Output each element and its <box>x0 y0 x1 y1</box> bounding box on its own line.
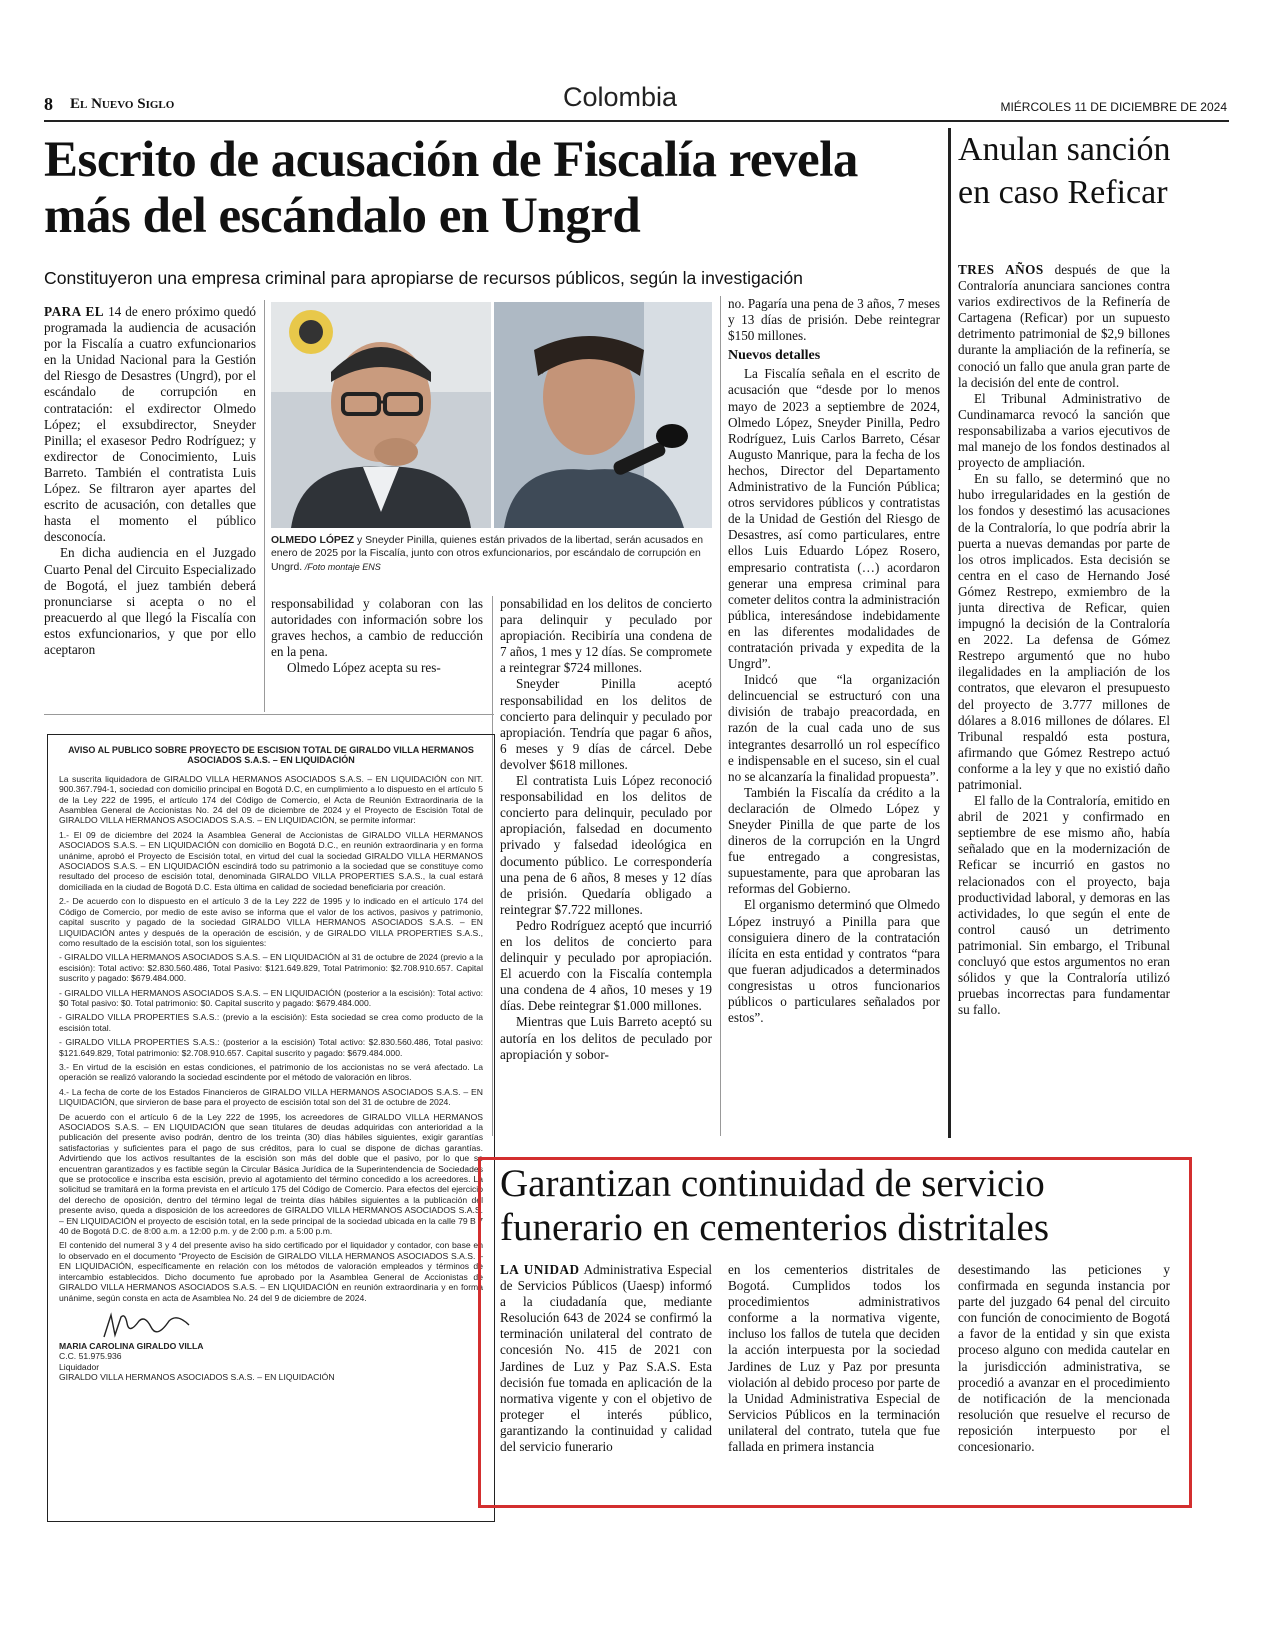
side-headline: Anulan sanción en caso Reficar <box>958 131 1171 211</box>
section-title: Colombia <box>562 82 678 112</box>
horizontal-rule <box>44 714 494 715</box>
signer-name: MARIA CAROLINA GIRALDO VILLA <box>59 1340 204 1351</box>
column-rule <box>264 300 265 712</box>
notice-title: AVISO AL PUBLICO SOBRE PROYECTO DE ESCISION TOTAL DE GIRALDO VILLA HERMANOS ASOCIADOS S.A.S. – EN LIQUIDACIÓN <box>68 745 474 766</box>
side-story-rule <box>948 128 951 1138</box>
main-subheadline: Constituyeron una empresa criminal para apropiarse de recursos públicos, según la investigación <box>44 268 803 288</box>
photo-olmedo-image <box>271 302 491 528</box>
main-headline: Escrito de acusación de Fiscalía revela más del escándalo en Ungrd <box>44 132 858 244</box>
column-rule <box>720 296 721 1136</box>
side-lead: TRES AÑOS <box>958 262 1044 277</box>
signer-company: GIRALDO VILLA HERMANOS ASOCIADOS S.A.S. – EN LIQUIDACIÓN <box>59 1372 335 1383</box>
paper-name: El Nuevo Siglo <box>70 96 175 112</box>
photo-sneyder-image <box>494 302 712 528</box>
main-col-4: no. Pagaría una pena de 3 años, 7 meses y 13 días de prisión. Debe reintegrar $150 millones. Nuevos detalles La Fiscalía señala en el escrito de acusación que “desde por lo menos mayo de 2023 a septiembre de 2024, Olmedo López, Sneyder Pinilla, Pedro Rodríguez, Luis Carlos Barreto, César Augusto Manrique, para la fecha de los hechos, Director del Departamento Administrativo de la Función Pública; otros servidores públicos y contratistas de la Unidad de Gestión del Riesgo de Desastres, así como particulares, entre ellos Luis Eduardo López Rosero, empresario contratista (…) acordaron generar una empresa criminal para cometer delitos contra la administración pública, interesándose indebidamente en las diferentes modalidades de contratación privada y expedita de la Ungrd”. Inidcó que “la organización delincuencial se estructuró con una división de trabajo preacordada, en razón de la cual cada uno de sus integrantes desarrolló un rol específico e indispensable en el suceso, sin el cual no se alcanzaría la finalidad propuesta”. También la Fiscalía da crédito a la declaración de Olmedo López y Sneyder Pinilla de que parte de los dineros de la corrupción en la Ungrd fue entregado a congresistas, supuestamente, para que aprobaran las reformas del Gobierno. El organismo determinó que Olmedo López instruyó a Pinilla para que consiguiera dinero de la contratación ilícita en esta entidad y contratos “para que fueran adjudicados a determinados congresistas u otros funcionarios públicos o particulares señalados por estos”. <box>728 296 940 1026</box>
main-col-1: PARA EL 14 de enero próximo quedó programada la audiencia de acusación por la Fiscalía a cuatro exfuncionarios en la Unidad Nacional para la Gestión del Riesgo de Desastres (Ungrd), por el escándalo de corrupción en contratación: el exdirector Olmedo López; el exsubdirector, Sneyder Pinilla; el exasesor Pedro Rodríguez; y exdirector de Conocimiento, Luis Barreto. También el contratista Luis López. Se filtraron ayer apartes del escrito de acusación, con detalles que hasta el momento el público desconocía. En dicha audiencia en el Juzgado Cuarto Penal del Circuito Especializado de Bogotá, el juez también deberá pronunciarse si acepta o no el preacuerdo al que llegó la Fiscalía con estos exfuncionarios, y que por ello aceptaron <box>44 304 256 657</box>
photo-sneyder-pinilla <box>494 302 712 528</box>
signer-id: C.C. 51.975.936 <box>59 1351 122 1362</box>
box-col-2: en los cementerios distritales de Bogotá. Cumplidos todos los procedimientos administrativos conforme a la normativa vigente, incluso los fallos de tutela que deciden la acción interpuesta por la sociedad Jardines de Luz y Paz por presunta violación al debido proceso por parte de la Unidad Administrativa Especial de Servicios Públicos en la terminación unilateral del contrato, tutela que fue fallada en primera instancia <box>728 1262 940 1455</box>
box-col-1: LA UNIDAD Administrativa Especial de Servicios Públicos (Uaesp) informó a la ciudadanía que, mediante Resolución 643 de 2024 se confirmó la terminación unilateral del contrato de concesión No. 415 de 2021 con Jardines de Luz y Paz S.A.S. Esta decisión fue tomada en aplicación de la normativa vigente y con el objetivo de proteger el interés público, garantizando la continuidad y calidad del servicio funerario <box>500 1262 712 1455</box>
subhead-nuevos-detalles: Nuevos detalles <box>728 348 821 364</box>
page-date: MIÉRCOLES 11 DE DICIEMBRE DE 2024 <box>1000 100 1227 114</box>
page-number: 8 <box>44 94 53 114</box>
photo-olmedo-lopez <box>271 302 491 528</box>
main-lead: PARA EL <box>44 304 105 319</box>
main-col-3: ponsabilidad en los delitos de concierto para delinquir y peculado por apropiación. Recibiría una condena de 7 años, 1 mes y 12 días. Se compromete a reintegrar $724 millones. Sneyder Pinilla aceptó responsabilidad en los delitos de concierto para delinquir y peculado por apropiación. Tendría que pagar 6 años, 6 meses y 9 días de cárcel. Debe devolver $618 millones. El contratista Luis López reconoció responsabilidad en los delitos de concierto para delinquir, peculado por apropiación, falsedad en documento privado y falsedad ideológica en documento público. Le correspondería una pena de 6 años, 8 meses y 12 días de prisión. Quedaría obligado a reintegrar $7.722 millones. Pedro Rodríguez aceptó que incurrió en los delitos de concierto para delinquir y peculado por apropiación. El acuerdo con la Fiscalía contempla una condena de 4 años, 10 meses y 19 días. Debe reintegrar $1.000 millones. Mientras que Luis Barreto aceptó su autoría en los delitos de peculado por apropiación y sobor- <box>500 596 712 1062</box>
legal-notice: AVISO AL PUBLICO SOBRE PROYECTO DE ESCISION TOTAL DE GIRALDO VILLA HERMANOS ASOCIADOS S.A.S. – EN LIQUIDACIÓN La suscrita liquidadora de GIRALDO VILLA HERMANOS ASOCIADOS S.A.S. – EN LIQUIDACIÓN con NIT. 900.367.794-1, sociedad con domicilio principal en Bogotá D.C, en cumplimiento a lo dispuesto en el artículo 5 de la Ley 222 de 1995, el artículo 174 del Código de Comercio, el Acta de Reunión Extraordinaria de la Asamblea General de Accionistas No. 24 del 09 de diciembre de 2024 y el Proyecto de Escisión Total de GIRALDO VILLA HERMANOS ASOCIADOS S.A.S. – EN LIQUIDACIÓN, se permite informar: 1.- El 09 de diciembre del 2024 la Asamblea General de Accionistas de GIRALDO VILLA HERMANOS ASOCIADOS S.A.S. – EN LIQUIDACIÓN con domicilio en Bogotá D.C., en reunión extraordinaria y en forma unánime, aprobó el Proyecto de Escisión total, en virtud del cual la sociedad GIRALDO VILLA HERMANOS ASOCIADOS S.A.S. – EN LIQUIDACIÓN escindirá todo su patrimonio a la sociedad que se constituye como resultado del proceso de escisión total, denominada GIRALDO VILLA PROPERTIES S.A.S., la cual estará domiciliada en la ciudad de Bogotá D.C. Esta última en calidad de sociedad beneficiaria por creación. 2.- De acuerdo con lo dispuesto en el artículo 3 de la Ley 222 de 1995 y lo indicado en el artículo 174 del Código de Comercio, por medio de este aviso se informa que el valor de los activos, pasivos y patrimonio, capital suscrito y pagado de la sociedad GIRALDO VILLA HERMANOS ASOCIADOS S.A.S. – EN LIQUIDACIÓN antes y después de la operación de escisión, y de GIRALDO VILLA PROPERTIES S.A.S., como resultado de la escisión total, son los siguientes: - GIRALDO VILLA HERMANOS ASOCIADOS S.A.S. – EN LIQUIDACIÓN al 31 de octubre de 2024 (previo a la escisión): Total activo: $2.830.560.486, Total Pasivo: $121.649.829, Total Patrimonio: $2.708.910.657. Capital suscrito y pagado: $679.484.000. - GIRALDO VILLA HERMANOS ASOCIADOS S.A.S. – EN LIQUIDACIÓN (posterior a la escisión): Total activo: $0 Total pasivo: $0. Total patrimonio: $0. Capital suscrito y pagado: $679.484.000. - GIRALDO VILLA PROPERTIES S.A.S.: (previo a la escisión): Esta sociedad se crea como producto de la escisión total. - GIRALDO VILLA PROPERTIES S.A.S.: (posterior a la escisión) Total activo: $2.830.560.486, Total pasivo: $121.649.829, Total patrimonio: $2.708.910.657. Capital suscrito y pagado: $679.484.000. 3.- En virtud de la escisión en estas condiciones, el patrimonio de los accionistas no se verá afectado. La operación se realizó valorando la sociedad escindente por el método de valoración en libros. 4.- La fecha de corte de los Estados Financieros de GIRALDO VILLA HERMANOS ASOCIADOS S.A.S. – EN LIQUIDACIÓN, que sirvieron de base para el proyecto de escisión total son del 31 de octubre de 2024. De acuerdo con el artículo 6 de la Ley 222 de 1995, los acreedores de GIRALDO VILLA HERMANOS ASOCIADOS S.A.S. – EN LIQUIDACIÓN que sean titulares de deudas adquiridas con anterioridad a la publicación del presente aviso podrán, dentro de los treinta (30) días hábiles siguientes, exigir garantías satisfactorias y suficientes para el pago de sus créditos, para lo cual se dispone de dichas garantías. Advirtiendo que los activos resultantes de la escisión son más del doble que el pasivo, por lo que se encuentran garantizados y es factible según la Circular Básica Jurídica de la Superintendencia de Sociedades que se protocolice e inscriba esta escisión, previo al agotamiento del término concedido a los acreedores. La solicitud se tramitará en la forma prevista en el artículo 175 del Código de Comercio. Para efectos del ejercicio del derecho de oposición, dentro del término legal de treinta días hábiles siguientes a la publicación del presente aviso, queda a disposición de los acreedores de GIRALDO VILLA HERMANOS ASOCIADOS S.A.S. – EN LIQUIDACIÓN el proyecto de escisión total, en la sede principal de la sociedad ubicada en la calle 79 B 7 40 de Bogotá D.C. de 8:00 a.m. a 12:00 p.m. y de 2:00 p.m. a 5:00 p.m. El contenido del numeral 3 y 4 del presente aviso ha sido certificado por el liquidador y contador, con base en lo observado en el documento “Proyecto de Escisión de GIRALDO VILLA HERMANOS ASOCIADOS S.A.S. – EN LIQUIDACIÓN, específicamente en relación con los métodos de valoración empleados y términos de intercambio establecidos. Dicho documento fue aprobado por la Asamblea General de Accionistas de GIRALDO VILLA HERMANOS ASOCIADOS S.A.S. – EN LIQUIDACIÓN en reunión extraordinaria y en forma unánime, según consta en acta de Asamblea No. 24 del 9 de diciembre de 2024. MARIA CAROLINA GIRALDO VILLA C.C. 51.975.936 Liquidador GIRALDO VILLA HERMANOS ASOCIADOS S.A.S. – EN LIQUIDACIÓN <box>47 734 495 1522</box>
box-col-3: desestimando las peticiones y confirmada en segunda instancia por parte del juzgado 64 penal del circuito con función de conocimiento de Bogotá a favor de la entidad y sin que exista proceso alguno con medida cautelar en la jurisdicción administrativa, se procedió a avanzar en el procedimiento de notificación de la mencionada resolución que resuelve el recurso de reposición interpuesto por el concesionario. <box>958 1262 1170 1455</box>
signature-mark <box>99 1309 219 1345</box>
box-headline: Garantizan continuidad de servicio funerario en cementerios distritales <box>500 1162 1050 1249</box>
main-col-2: responsabilidad y colaboran con las autoridades con información sobre los graves hechos, a cambio de reducción en la pena. Olmedo López acepta su res- <box>271 596 483 676</box>
signer-role: Liquidador <box>59 1361 100 1372</box>
masthead-rule <box>44 120 1229 122</box>
side-story-body: TRES AÑOS después de que la Contraloría anunciara sanciones contra varios exdirectivos de la Refinería de Cartagena (Reficar) por un supuesto detrimento patrimonial de $2,9 billones durante la ampliación de la refinería, se conoció un fallo que anula gran parte de la decisión del ente de control. El Tribunal Administrativo de Cundinamarca revocó la sanción que responsabilizaba a varios ejecutivos de mal manejo de los fondos destinados al proyecto de ampliación. En su fallo, se determinó que no hubo irregularidades en la gestión de los fondos y desestimó las acusaciones de la Contraloría, lo que podría abrir la puerta a nuevas demandas por parte de los otros implicados. Esta decisión se centra en el caso de Hernando José Gómez Restrepo, exmiembro de la junta directiva de Reficar, quien impugnó la decisión de la Contraloría en 2022. La defensa de Gómez Restrepo argumentó que no hubo ilegalidades en la ampliación de los contratos, que elevaron el presupuesto del proyecto de 3.777 millones de dólares a 8.016 millones de dólares. El Tribunal respaldó esta postura, afirmando que Gómez Restrepo actuó conforme a la ley y que no existió daño patrimonial. El fallo de la Contraloría, emitido en abril de 2021 y confirmado en septiembre de ese mismo año, había señalado que en la modernización de Reficar se incurrió en gastos no relacionados con el proyecto, baja productividad laboral, y demoras en las actividades, lo que según el ente de control causó un detrimento patrimonial. Sin embargo, el Tribunal concluyó que estos argumentos no eran sólidos y que la Contraloría utilizó pruebas incorrectas para fundamentar su fallo. <box>958 262 1170 1018</box>
box-lead: LA UNIDAD <box>500 1262 580 1277</box>
photo-caption: OLMEDO LÓPEZ y Sneyder Pinilla, quienes están privados de la libertad, serán acusados en enero de 2025 por la Fiscalía, junto con otros exfuncionarios, por escándalo de corrupción en Ungrd. /Foto montaje ENS <box>271 535 704 573</box>
caption-lead: OLMEDO LÓPEZ <box>271 535 355 546</box>
